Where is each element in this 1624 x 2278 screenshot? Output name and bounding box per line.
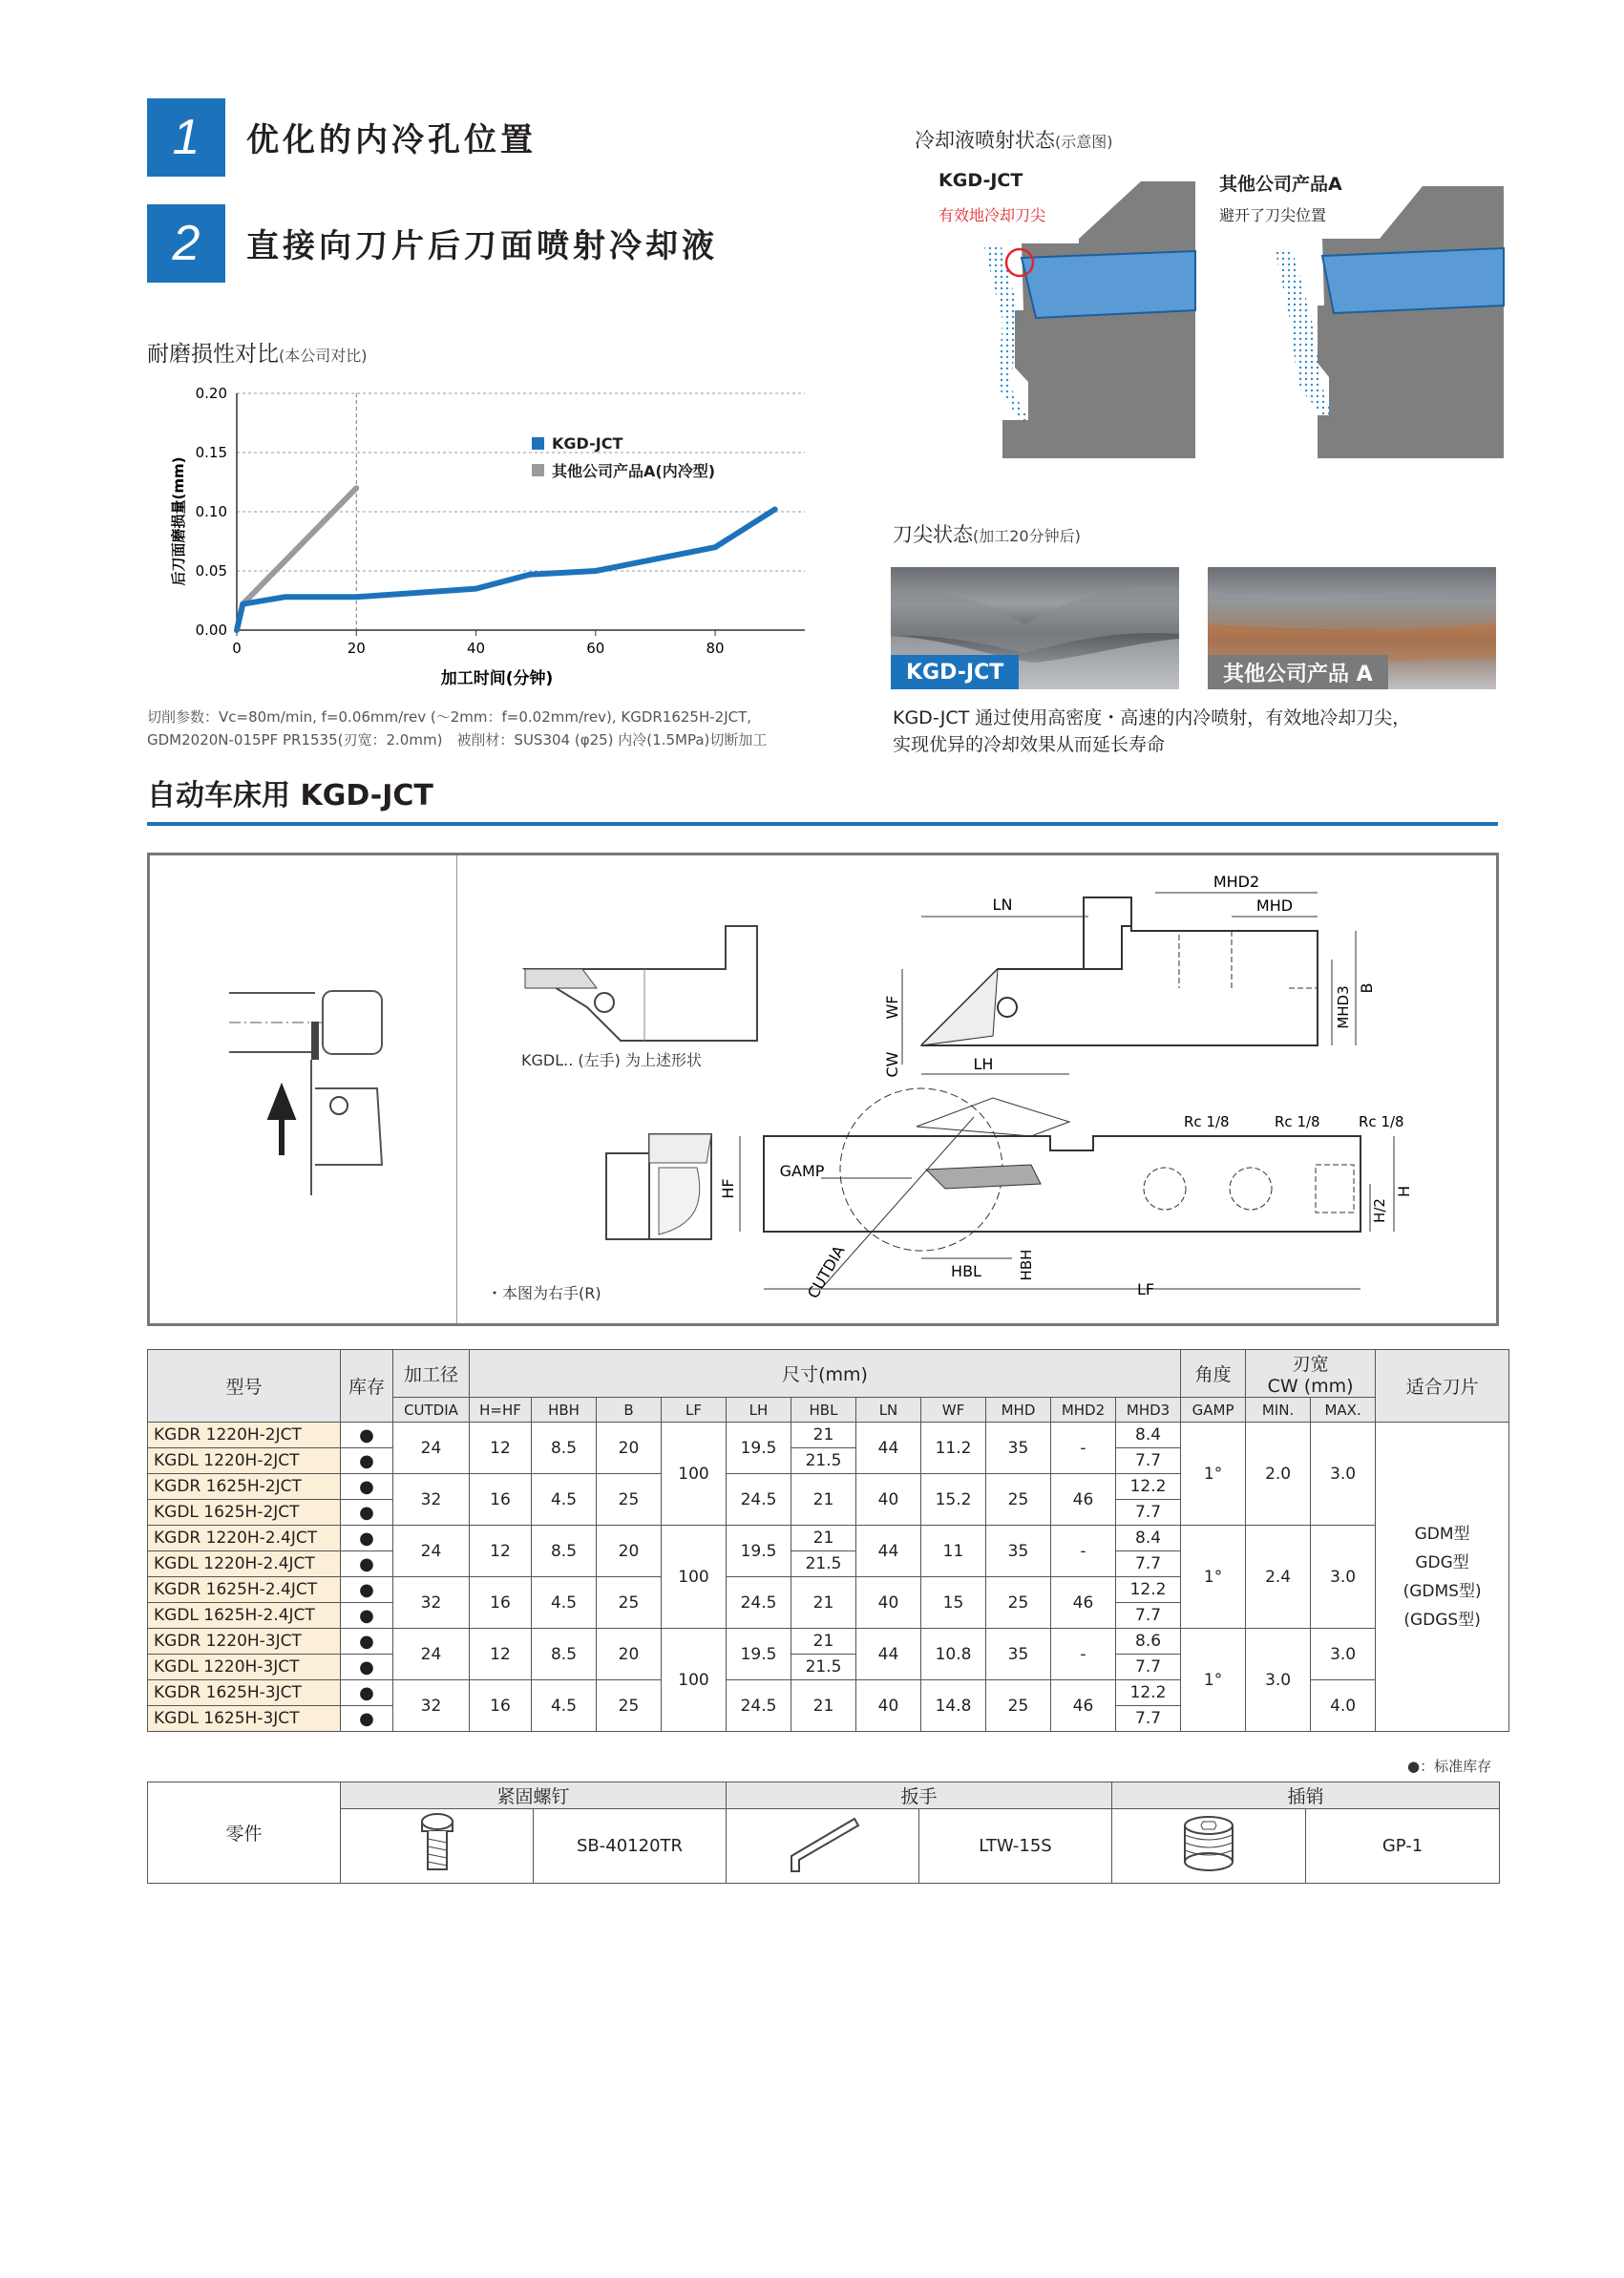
lh-cell: 24.5 bbox=[727, 1680, 791, 1732]
sub-header-cutdia: CUTDIA bbox=[393, 1398, 470, 1423]
mhd2-cell: 46 bbox=[1051, 1577, 1116, 1629]
table-row bbox=[148, 1526, 1509, 1551]
sub-header-wf: WF bbox=[921, 1398, 986, 1423]
hbl-cell: 21 bbox=[791, 1423, 856, 1448]
series-line-other bbox=[237, 488, 356, 630]
hbl-cell: 21.5 bbox=[791, 1551, 856, 1577]
hbh-cell: 8.5 bbox=[532, 1526, 597, 1577]
product-title: 自动车床用 KGD-JCT bbox=[147, 779, 433, 812]
col-cw-2: CW (mm) bbox=[1267, 1376, 1354, 1397]
h-cell: 16 bbox=[470, 1680, 532, 1732]
mhd2-cell: 46 bbox=[1051, 1680, 1116, 1732]
tip-title: 刀尖状态 bbox=[893, 523, 973, 546]
ln-cell: 44 bbox=[856, 1629, 921, 1680]
b-cell: 20 bbox=[597, 1526, 662, 1577]
mhd-cell: 25 bbox=[986, 1680, 1051, 1732]
cw-min-cell: 2.4 bbox=[1246, 1526, 1311, 1629]
mhd-cell: 35 bbox=[986, 1423, 1051, 1474]
cw-max-cell: 3.0 bbox=[1311, 1629, 1376, 1680]
col-cw bbox=[1246, 1350, 1376, 1398]
coolant-right-sub: 避开了刀尖位置 bbox=[1219, 206, 1327, 224]
x-tick-label: 40 bbox=[466, 640, 486, 657]
insert-type: GDG型 bbox=[1415, 1552, 1469, 1572]
dim-label-rc-2: Rc 1/8 bbox=[1275, 1113, 1320, 1130]
table-row bbox=[148, 1423, 1509, 1448]
mhd3-cell: 7.7 bbox=[1116, 1500, 1181, 1526]
stock-cell: ● bbox=[341, 1423, 393, 1448]
dim-label-lf: LF bbox=[1136, 1280, 1155, 1298]
screw-icon bbox=[418, 1812, 456, 1875]
mhd3-cell: 8.6 bbox=[1116, 1629, 1181, 1655]
plug-code: GP-1 bbox=[1306, 1809, 1500, 1884]
dimension-drawing-bottom bbox=[719, 1055, 1413, 1302]
holder-top-sketch bbox=[520, 917, 769, 1041]
stock-cell: ● bbox=[341, 1448, 393, 1474]
dim-label-lh: LH bbox=[973, 1055, 994, 1073]
mhd3-cell: 8.4 bbox=[1116, 1526, 1181, 1551]
wear-chart bbox=[153, 377, 821, 702]
mhd-cell: 25 bbox=[986, 1474, 1051, 1526]
col-cw-1: 刃宽 bbox=[1292, 1354, 1329, 1375]
holder-front-sketch bbox=[601, 1125, 726, 1249]
stock-cell: ● bbox=[341, 1577, 393, 1603]
parts-col-screw: 紧固螺钉 bbox=[341, 1782, 727, 1809]
col-insert: 适合刀片 bbox=[1376, 1350, 1509, 1423]
col-dia: 加工径 bbox=[393, 1350, 470, 1398]
coolant-note: (示意图) bbox=[1055, 133, 1113, 151]
model-cell: KGDL 1625H-3JCT bbox=[148, 1706, 341, 1732]
table-row bbox=[148, 1629, 1509, 1655]
gamp-cell: 1° bbox=[1181, 1526, 1246, 1629]
cw-min-cell: 2.0 bbox=[1246, 1423, 1311, 1526]
legend-other bbox=[532, 459, 715, 481]
model-cell: KGDR 1220H-3JCT bbox=[148, 1629, 341, 1655]
cutting-conditions bbox=[147, 706, 767, 751]
h-cell: 12 bbox=[470, 1629, 532, 1680]
conditions-line-2: GDM2020N-015PF PR1535(刃宽：2.0mm) 被削材：SUS304 (φ25) 内冷(1.5MPa)切断加工 bbox=[147, 731, 768, 749]
lh-cell: 19.5 bbox=[727, 1629, 791, 1680]
sub-header-hbl: HBL bbox=[791, 1398, 856, 1423]
mhd-cell: 25 bbox=[986, 1577, 1051, 1629]
mhd3-cell: 7.7 bbox=[1116, 1448, 1181, 1474]
wear-note: (本公司对比) bbox=[279, 347, 368, 365]
wf-cell: 11.2 bbox=[921, 1423, 986, 1474]
dim-label-hbl: HBL bbox=[951, 1262, 981, 1280]
lh-cell: 24.5 bbox=[727, 1474, 791, 1526]
model-cell: KGDL 1220H-2.4JCT bbox=[148, 1551, 341, 1577]
tip-description bbox=[893, 705, 1410, 758]
gamp-cell: 1° bbox=[1181, 1423, 1246, 1526]
y-tick-label: 0.10 bbox=[195, 503, 227, 520]
dim-label-rc-1: Rc 1/8 bbox=[1184, 1113, 1230, 1130]
y-tick-label: 0.00 bbox=[195, 622, 227, 639]
stock-cell: ● bbox=[341, 1603, 393, 1629]
dim-label-cw: CW bbox=[883, 1051, 901, 1078]
wear-title: 耐磨损性对比 bbox=[147, 342, 279, 367]
gamp-cell: 1° bbox=[1181, 1629, 1246, 1732]
dim-label-h2: H/2 bbox=[1371, 1198, 1388, 1223]
photo-label-kgd: KGD-JCT bbox=[891, 655, 1019, 689]
dim-label-rc-3: Rc 1/8 bbox=[1359, 1113, 1404, 1130]
chart-x-label: 加工时间(分钟) bbox=[440, 669, 554, 688]
spec-table bbox=[147, 1349, 1509, 1732]
x-tick-label: 60 bbox=[586, 640, 605, 657]
cutdia-cell: 32 bbox=[393, 1474, 470, 1526]
conditions-line-1: 切削参数：Vc=80m/min, f=0.06mm/rev (～2mm：f=0.02mm/rev), KGDR1625H-2JCT, bbox=[147, 708, 752, 726]
right-hand-note: ・本图为右手(R) bbox=[487, 1284, 601, 1302]
lh-cell: 24.5 bbox=[727, 1577, 791, 1629]
wf-cell: 10.8 bbox=[921, 1629, 986, 1680]
col-dims: 尺寸(mm) bbox=[470, 1350, 1181, 1398]
dim-label-gamp: GAMP bbox=[779, 1162, 825, 1180]
model-cell: KGDR 1625H-3JCT bbox=[148, 1680, 341, 1706]
hbl-cell: 21 bbox=[791, 1680, 856, 1732]
stock-cell: ● bbox=[341, 1474, 393, 1500]
legend-kgd-jct bbox=[532, 434, 622, 453]
col-angle: 角度 bbox=[1181, 1350, 1246, 1398]
col-model: 型号 bbox=[148, 1350, 341, 1423]
mhd2-cell: 46 bbox=[1051, 1474, 1116, 1526]
stock-cell: ● bbox=[341, 1629, 393, 1655]
b-cell: 25 bbox=[597, 1577, 662, 1629]
cutdia-cell: 32 bbox=[393, 1680, 470, 1732]
hbh-cell: 4.5 bbox=[532, 1577, 597, 1629]
lf-cell: 100 bbox=[662, 1526, 727, 1629]
cutdia-cell: 24 bbox=[393, 1629, 470, 1680]
mhd3-cell: 12.2 bbox=[1116, 1680, 1181, 1706]
chart-y-label: 后刀面磨损量(mm) bbox=[170, 456, 187, 586]
mhd3-cell: 7.7 bbox=[1116, 1706, 1181, 1732]
stock-cell: ● bbox=[341, 1706, 393, 1732]
parts-col-plug: 插销 bbox=[1112, 1782, 1500, 1809]
parts-col-wrench: 扳手 bbox=[727, 1782, 1112, 1809]
photo-kgd-jct bbox=[891, 567, 1179, 689]
lf-cell: 100 bbox=[662, 1423, 727, 1526]
hbl-cell: 21.5 bbox=[791, 1448, 856, 1474]
dim-label-hbh: HBH bbox=[1018, 1249, 1035, 1281]
mhd3-cell: 7.7 bbox=[1116, 1551, 1181, 1577]
h-cell: 16 bbox=[470, 1577, 532, 1629]
chart-ticks bbox=[196, 385, 725, 657]
ln-cell: 40 bbox=[856, 1577, 921, 1629]
sub-header-ln: LN bbox=[856, 1398, 921, 1423]
h-cell: 12 bbox=[470, 1526, 532, 1577]
coolant-section-title bbox=[915, 125, 1113, 154]
tip-desc-line-1: KGD-JCT 通过使用高密度・高速的内冷喷射，有效地冷却刀尖， bbox=[893, 707, 1411, 728]
hbh-cell: 8.5 bbox=[532, 1423, 597, 1474]
h-cell: 12 bbox=[470, 1423, 532, 1474]
spec-table-head bbox=[148, 1350, 1509, 1423]
stock-cell: ● bbox=[341, 1551, 393, 1577]
mhd-cell: 35 bbox=[986, 1526, 1051, 1577]
dim-label-hf: HF bbox=[719, 1178, 737, 1199]
screw-code: SB-40120TR bbox=[534, 1809, 727, 1884]
feature-number-1: 1 bbox=[147, 98, 225, 177]
mhd2-cell: - bbox=[1051, 1423, 1116, 1474]
cutdia-cell: 24 bbox=[393, 1423, 470, 1474]
sub-header-gamp: GAMP bbox=[1181, 1398, 1246, 1423]
hbh-cell: 4.5 bbox=[532, 1680, 597, 1732]
legend-label-kgd: KGD-JCT bbox=[552, 434, 623, 453]
ln-cell: 40 bbox=[856, 1680, 921, 1732]
feature-number-2: 2 bbox=[147, 204, 225, 283]
b-cell: 20 bbox=[597, 1629, 662, 1680]
lh-cell: 19.5 bbox=[727, 1423, 791, 1474]
sub-header-mhd: MHD bbox=[986, 1398, 1051, 1423]
photo-other-product bbox=[1208, 567, 1496, 689]
stock-footnote: ●：标准库存 bbox=[1407, 1758, 1492, 1775]
sub-header-min-: MIN. bbox=[1246, 1398, 1311, 1423]
x-tick-label: 0 bbox=[232, 640, 242, 657]
model-cell: KGDL 1220H-2JCT bbox=[148, 1448, 341, 1474]
ln-cell: 40 bbox=[856, 1474, 921, 1526]
title-rule bbox=[147, 822, 1498, 826]
lh-cell: 19.5 bbox=[727, 1526, 791, 1577]
mhd3-cell: 8.4 bbox=[1116, 1423, 1181, 1448]
hbl-cell: 21.5 bbox=[791, 1655, 856, 1680]
tip-note: (加工20分钟后) bbox=[973, 527, 1081, 545]
cw-min-cell: 3.0 bbox=[1246, 1629, 1311, 1732]
y-tick-label: 0.05 bbox=[195, 562, 227, 580]
wf-cell: 15 bbox=[921, 1577, 986, 1629]
coolant-right-title: 其他公司产品A bbox=[1219, 174, 1342, 195]
coolant-left-title: KGD-JCT bbox=[939, 170, 1023, 191]
feature-title-2: 直接向刀片后刀面喷射冷却液 bbox=[246, 227, 718, 265]
mhd2-cell: - bbox=[1051, 1526, 1116, 1577]
insert-type: GDM型 bbox=[1414, 1524, 1470, 1544]
parts-label: 零件 bbox=[148, 1782, 341, 1884]
ln-cell: 44 bbox=[856, 1423, 921, 1474]
dim-label-b: B bbox=[1358, 982, 1376, 994]
left-hand-note: KGDL.. (左手) 为上述形状 bbox=[521, 1051, 702, 1069]
hbl-cell: 21 bbox=[791, 1526, 856, 1551]
stock-cell: ● bbox=[341, 1655, 393, 1680]
cutdia-cell: 32 bbox=[393, 1577, 470, 1629]
cw-max-cell: 4.0 bbox=[1311, 1680, 1376, 1732]
dim-label-ln: LN bbox=[992, 896, 1013, 914]
stock-cell: ● bbox=[341, 1526, 393, 1551]
sub-header-h-hf: H=HF bbox=[470, 1398, 532, 1423]
y-tick-label: 0.15 bbox=[195, 444, 227, 461]
cw-max-cell: 3.0 bbox=[1311, 1526, 1376, 1629]
usage-sketch bbox=[229, 974, 401, 1203]
model-cell: KGDR 1220H-2JCT bbox=[148, 1423, 341, 1448]
mhd2-cell: - bbox=[1051, 1629, 1116, 1680]
legend-label-other: 其他公司产品A(内冷型) bbox=[552, 462, 716, 480]
mhd3-cell: 12.2 bbox=[1116, 1577, 1181, 1603]
col-stock: 库存 bbox=[341, 1350, 393, 1423]
dim-label-mhd2: MHD2 bbox=[1213, 873, 1260, 891]
spec-table-body bbox=[148, 1423, 1509, 1732]
dim-label-mhd3: MHD3 bbox=[1335, 985, 1352, 1029]
chart-series bbox=[237, 488, 775, 630]
mhd-cell: 35 bbox=[986, 1629, 1051, 1680]
dim-label-wf: WF bbox=[883, 995, 901, 1020]
drawing-divider bbox=[456, 855, 457, 1323]
stock-cell: ● bbox=[341, 1500, 393, 1526]
model-cell: KGDL 1625H-2.4JCT bbox=[148, 1603, 341, 1629]
cutdia-cell: 24 bbox=[393, 1526, 470, 1577]
model-cell: KGDR 1625H-2JCT bbox=[148, 1474, 341, 1500]
parts-table bbox=[147, 1782, 1500, 1884]
plug-icon bbox=[1180, 1812, 1237, 1875]
wf-cell: 15.2 bbox=[921, 1474, 986, 1526]
coolant-illustration-other bbox=[1275, 181, 1504, 458]
tip-desc-line-2: 实现优异的冷却效果从而延长寿命 bbox=[893, 734, 1166, 755]
insert-type: (GDGS型) bbox=[1403, 1610, 1481, 1630]
model-cell: KGDR 1625H-2.4JCT bbox=[148, 1577, 341, 1603]
dim-label-h: H bbox=[1395, 1185, 1413, 1198]
mhd3-cell: 7.7 bbox=[1116, 1603, 1181, 1629]
hbh-cell: 8.5 bbox=[532, 1629, 597, 1680]
hbh-cell: 4.5 bbox=[532, 1474, 597, 1526]
model-cell: KGDL 1220H-3JCT bbox=[148, 1655, 341, 1680]
model-cell: KGDL 1625H-2JCT bbox=[148, 1500, 341, 1526]
wear-section-title bbox=[147, 336, 368, 368]
sub-header-mhd3: MHD3 bbox=[1116, 1398, 1181, 1423]
x-tick-label: 20 bbox=[347, 640, 366, 657]
sub-header-hbh: HBH bbox=[532, 1398, 597, 1423]
legend-swatch-gray bbox=[532, 464, 544, 476]
cw-max-cell: 3.0 bbox=[1311, 1423, 1376, 1526]
wrench-icon bbox=[780, 1812, 866, 1875]
sub-header-b: B bbox=[597, 1398, 662, 1423]
photo-label-other: 其他公司产品 A bbox=[1208, 655, 1388, 689]
sub-header-lh: LH bbox=[727, 1398, 791, 1423]
plug-icon-cell bbox=[1112, 1809, 1306, 1884]
insert-cell bbox=[1376, 1423, 1509, 1732]
sub-header-max-: MAX. bbox=[1311, 1398, 1376, 1423]
wrench-icon-cell bbox=[727, 1809, 919, 1884]
b-cell: 25 bbox=[597, 1680, 662, 1732]
hbl-cell: 21 bbox=[791, 1577, 856, 1629]
dimension-drawing-top bbox=[859, 874, 1413, 1084]
wf-cell: 11 bbox=[921, 1526, 986, 1577]
ln-cell: 44 bbox=[856, 1526, 921, 1577]
sub-header-lf: LF bbox=[662, 1398, 727, 1423]
dim-label-cutdia: CUTDIA bbox=[803, 1242, 849, 1302]
coolant-illustration-kgd bbox=[964, 177, 1203, 458]
x-tick-label: 80 bbox=[706, 640, 725, 657]
coolant-title: 冷却液喷射状态 bbox=[915, 129, 1055, 152]
feature-title-1: 优化的内冷孔位置 bbox=[246, 121, 537, 159]
wf-cell: 14.8 bbox=[921, 1680, 986, 1732]
insert-type: (GDMS型) bbox=[1403, 1581, 1482, 1601]
model-cell: KGDR 1220H-2.4JCT bbox=[148, 1526, 341, 1551]
b-cell: 20 bbox=[597, 1423, 662, 1474]
tip-section-title bbox=[893, 519, 1081, 548]
stock-cell: ● bbox=[341, 1680, 393, 1706]
hbl-cell: 21 bbox=[791, 1474, 856, 1526]
b-cell: 25 bbox=[597, 1474, 662, 1526]
lf-cell: 100 bbox=[662, 1629, 727, 1732]
wrench-code: LTW-15S bbox=[919, 1809, 1112, 1884]
mhd3-cell: 7.7 bbox=[1116, 1655, 1181, 1680]
y-tick-label: 0.20 bbox=[195, 385, 227, 402]
hbl-cell: 21 bbox=[791, 1629, 856, 1655]
sub-header-mhd2: MHD2 bbox=[1051, 1398, 1116, 1423]
legend-swatch-blue bbox=[532, 437, 544, 450]
h-cell: 16 bbox=[470, 1474, 532, 1526]
mhd3-cell: 12.2 bbox=[1116, 1474, 1181, 1500]
coolant-left-sub: 有效地冷却刀尖 bbox=[939, 206, 1046, 224]
screw-icon-cell bbox=[341, 1809, 534, 1884]
dim-label-mhd: MHD bbox=[1255, 896, 1294, 915]
